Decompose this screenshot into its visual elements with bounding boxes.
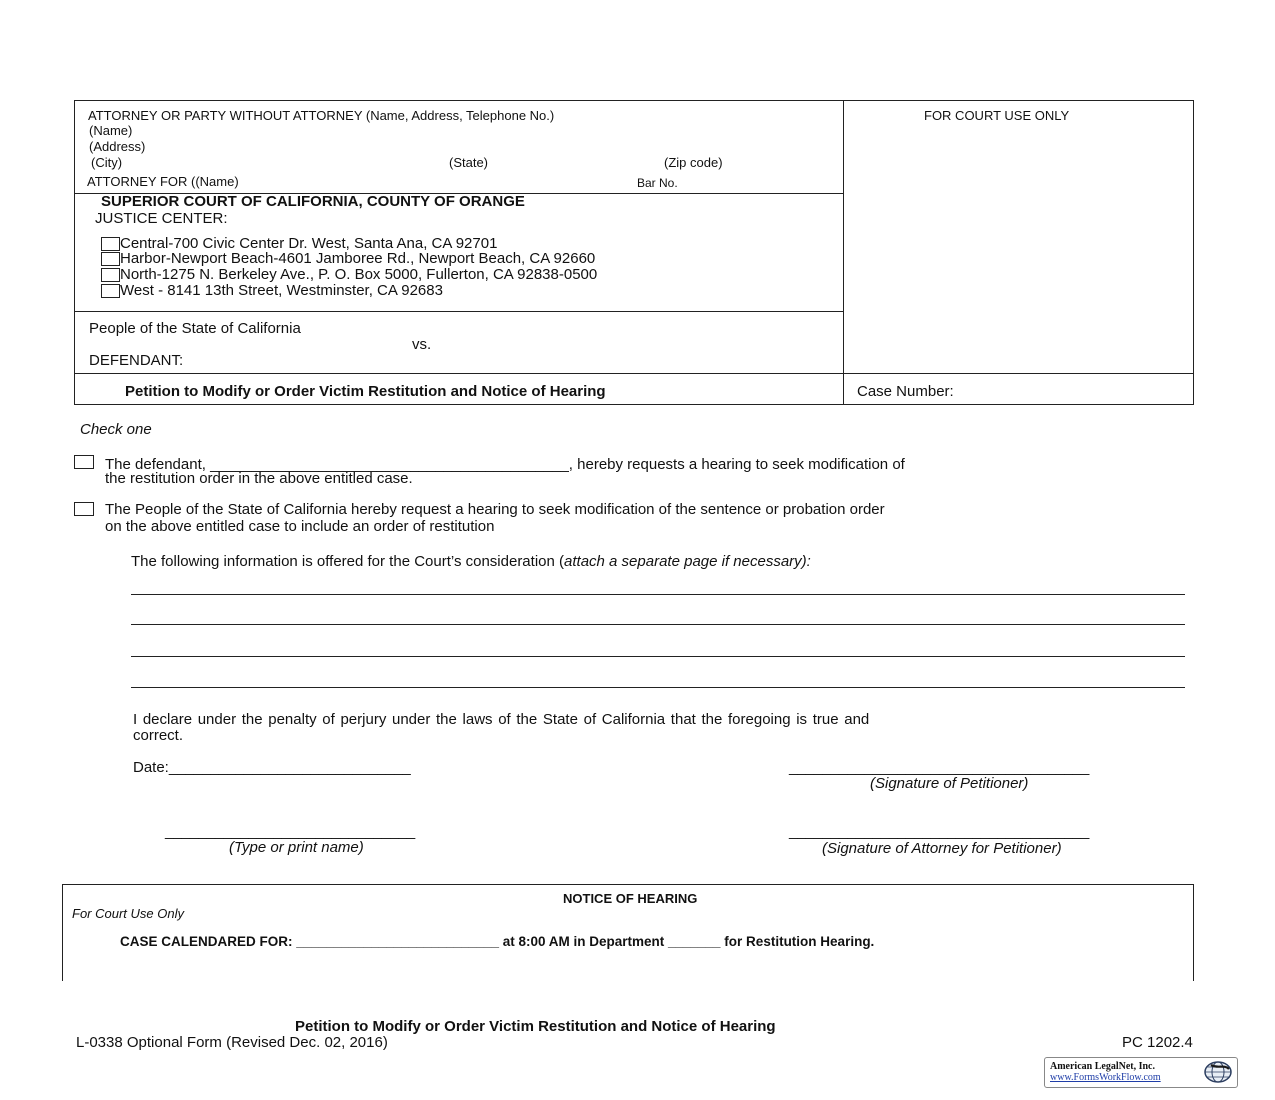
bar-number: Bar No. — [637, 176, 678, 190]
attorney-signature-line[interactable]: ____________________________________ — [789, 823, 1090, 840]
divider-parties — [74, 311, 844, 312]
info-text-italic: attach a separate page if necessary): — [564, 553, 811, 570]
info-line-4[interactable] — [131, 687, 1185, 688]
logo-url[interactable]: www.FormsWorkFlow.com — [1050, 1072, 1161, 1083]
print-name-line[interactable]: ______________________________ — [165, 823, 416, 840]
center-harbor-label: Harbor-Newport Beach-4601 Jamboree Rd., Newport Beach, CA 92660 — [120, 250, 596, 267]
declaration-line1: I declare under the penalty of perjury under the laws of the State of California that the foregoing is true and — [133, 711, 870, 728]
center-west[interactable] — [101, 282, 443, 299]
notice-court-use: For Court Use Only — [72, 906, 184, 921]
check-one-label: Check one — [80, 421, 152, 438]
print-name-caption: (Type or print name) — [229, 839, 364, 856]
vertical-divider — [843, 100, 844, 404]
checkbox-west[interactable] — [101, 284, 120, 298]
center-central-label: Central-700 Civic Center Dr. West, Santa Ana, CA 92701 — [120, 235, 498, 252]
footer-form-id: L-0338 Optional Form (Revised Dec. 02, 2016) — [76, 1034, 388, 1051]
info-text-main: The following information is offered for the Court’s consideration ( — [131, 553, 565, 570]
info-line-3[interactable] — [131, 656, 1185, 657]
option-people-checkbox[interactable] — [74, 502, 94, 516]
info-line-2[interactable] — [131, 624, 1185, 625]
logo-company: American LegalNet, Inc. — [1050, 1061, 1155, 1072]
american-legalnet-logo[interactable] — [1044, 1057, 1238, 1088]
center-north-label: North-1275 N. Berkeley Ave., P. O. Box 5000, Fullerton, CA 92838-0500 — [120, 266, 598, 283]
info-text — [131, 553, 811, 570]
justice-center-label: JUSTICE CENTER: — [95, 210, 228, 227]
date-field[interactable]: Date:_____________________________ — [133, 759, 411, 776]
people-label: People of the State of California — [89, 320, 301, 337]
attorney-for: ATTORNEY FOR ((Name) — [87, 174, 239, 189]
case-number-label: Case Number: — [857, 383, 954, 400]
attorney-heading: ATTORNEY OR PARTY WITHOUT ATTORNEY (Name, Address, Telephone No.) — [88, 108, 555, 123]
checkbox-central[interactable] — [101, 237, 120, 251]
center-north[interactable] — [101, 266, 597, 283]
defendant-label: DEFENDANT: — [89, 352, 184, 369]
attorney-city[interactable]: (City) — [91, 155, 123, 170]
option-defendant-line1: The defendant, ___________________________________________, hereby requests a hearing to seek modification of — [105, 456, 905, 473]
declaration-line2: correct. — [133, 727, 184, 744]
petitioner-signature-caption: (Signature of Petitioner) — [870, 775, 1029, 792]
case-calendared[interactable]: CASE CALENDARED FOR: ___________________________ at 8:00 AM in Department _______ for Restitution Hearing. — [120, 934, 875, 949]
option-defendant-checkbox[interactable] — [74, 455, 94, 469]
attorney-address[interactable]: (Address) — [89, 139, 146, 154]
checkbox-north[interactable] — [101, 268, 120, 282]
option-people-line1: The People of the State of California hereby request a hearing to seek modification of the sentence or probation order — [105, 501, 885, 518]
attorney-zip[interactable]: (Zip code) — [664, 155, 723, 170]
option-defendant-line2: the restitution order in the above entitled case. — [105, 470, 413, 487]
form-title: Petition to Modify or Order Victim Restitution and Notice of Hearing — [125, 383, 606, 400]
divider-title — [74, 373, 1193, 374]
info-line-1[interactable] — [131, 594, 1185, 595]
attorney-signature-caption: (Signature of Attorney for Petitioner) — [822, 840, 1062, 857]
checkbox-harbor[interactable] — [101, 252, 120, 266]
notice-title: NOTICE OF HEARING — [563, 891, 698, 906]
court-use-label: FOR COURT USE ONLY — [924, 108, 1070, 123]
center-harbor[interactable] — [101, 250, 595, 267]
globe-icon — [1202, 1060, 1234, 1084]
vs-label: vs. — [412, 336, 432, 353]
attorney-state[interactable]: (State) — [449, 155, 489, 170]
center-west-label: West - 8141 13th Street, Westminster, CA 92683 — [120, 282, 443, 299]
footer-code: PC 1202.4 — [1122, 1034, 1193, 1051]
footer-title: Petition to Modify or Order Victim Restitution and Notice of Hearing — [295, 1018, 776, 1035]
petitioner-signature-line[interactable]: ____________________________________ — [789, 759, 1090, 776]
court-title: SUPERIOR COURT OF CALIFORNIA, COUNTY OF ORANGE — [101, 193, 525, 210]
option-people-line2: on the above entitled case to include an order of restitution — [105, 518, 495, 535]
attorney-name[interactable]: (Name) — [89, 123, 133, 138]
